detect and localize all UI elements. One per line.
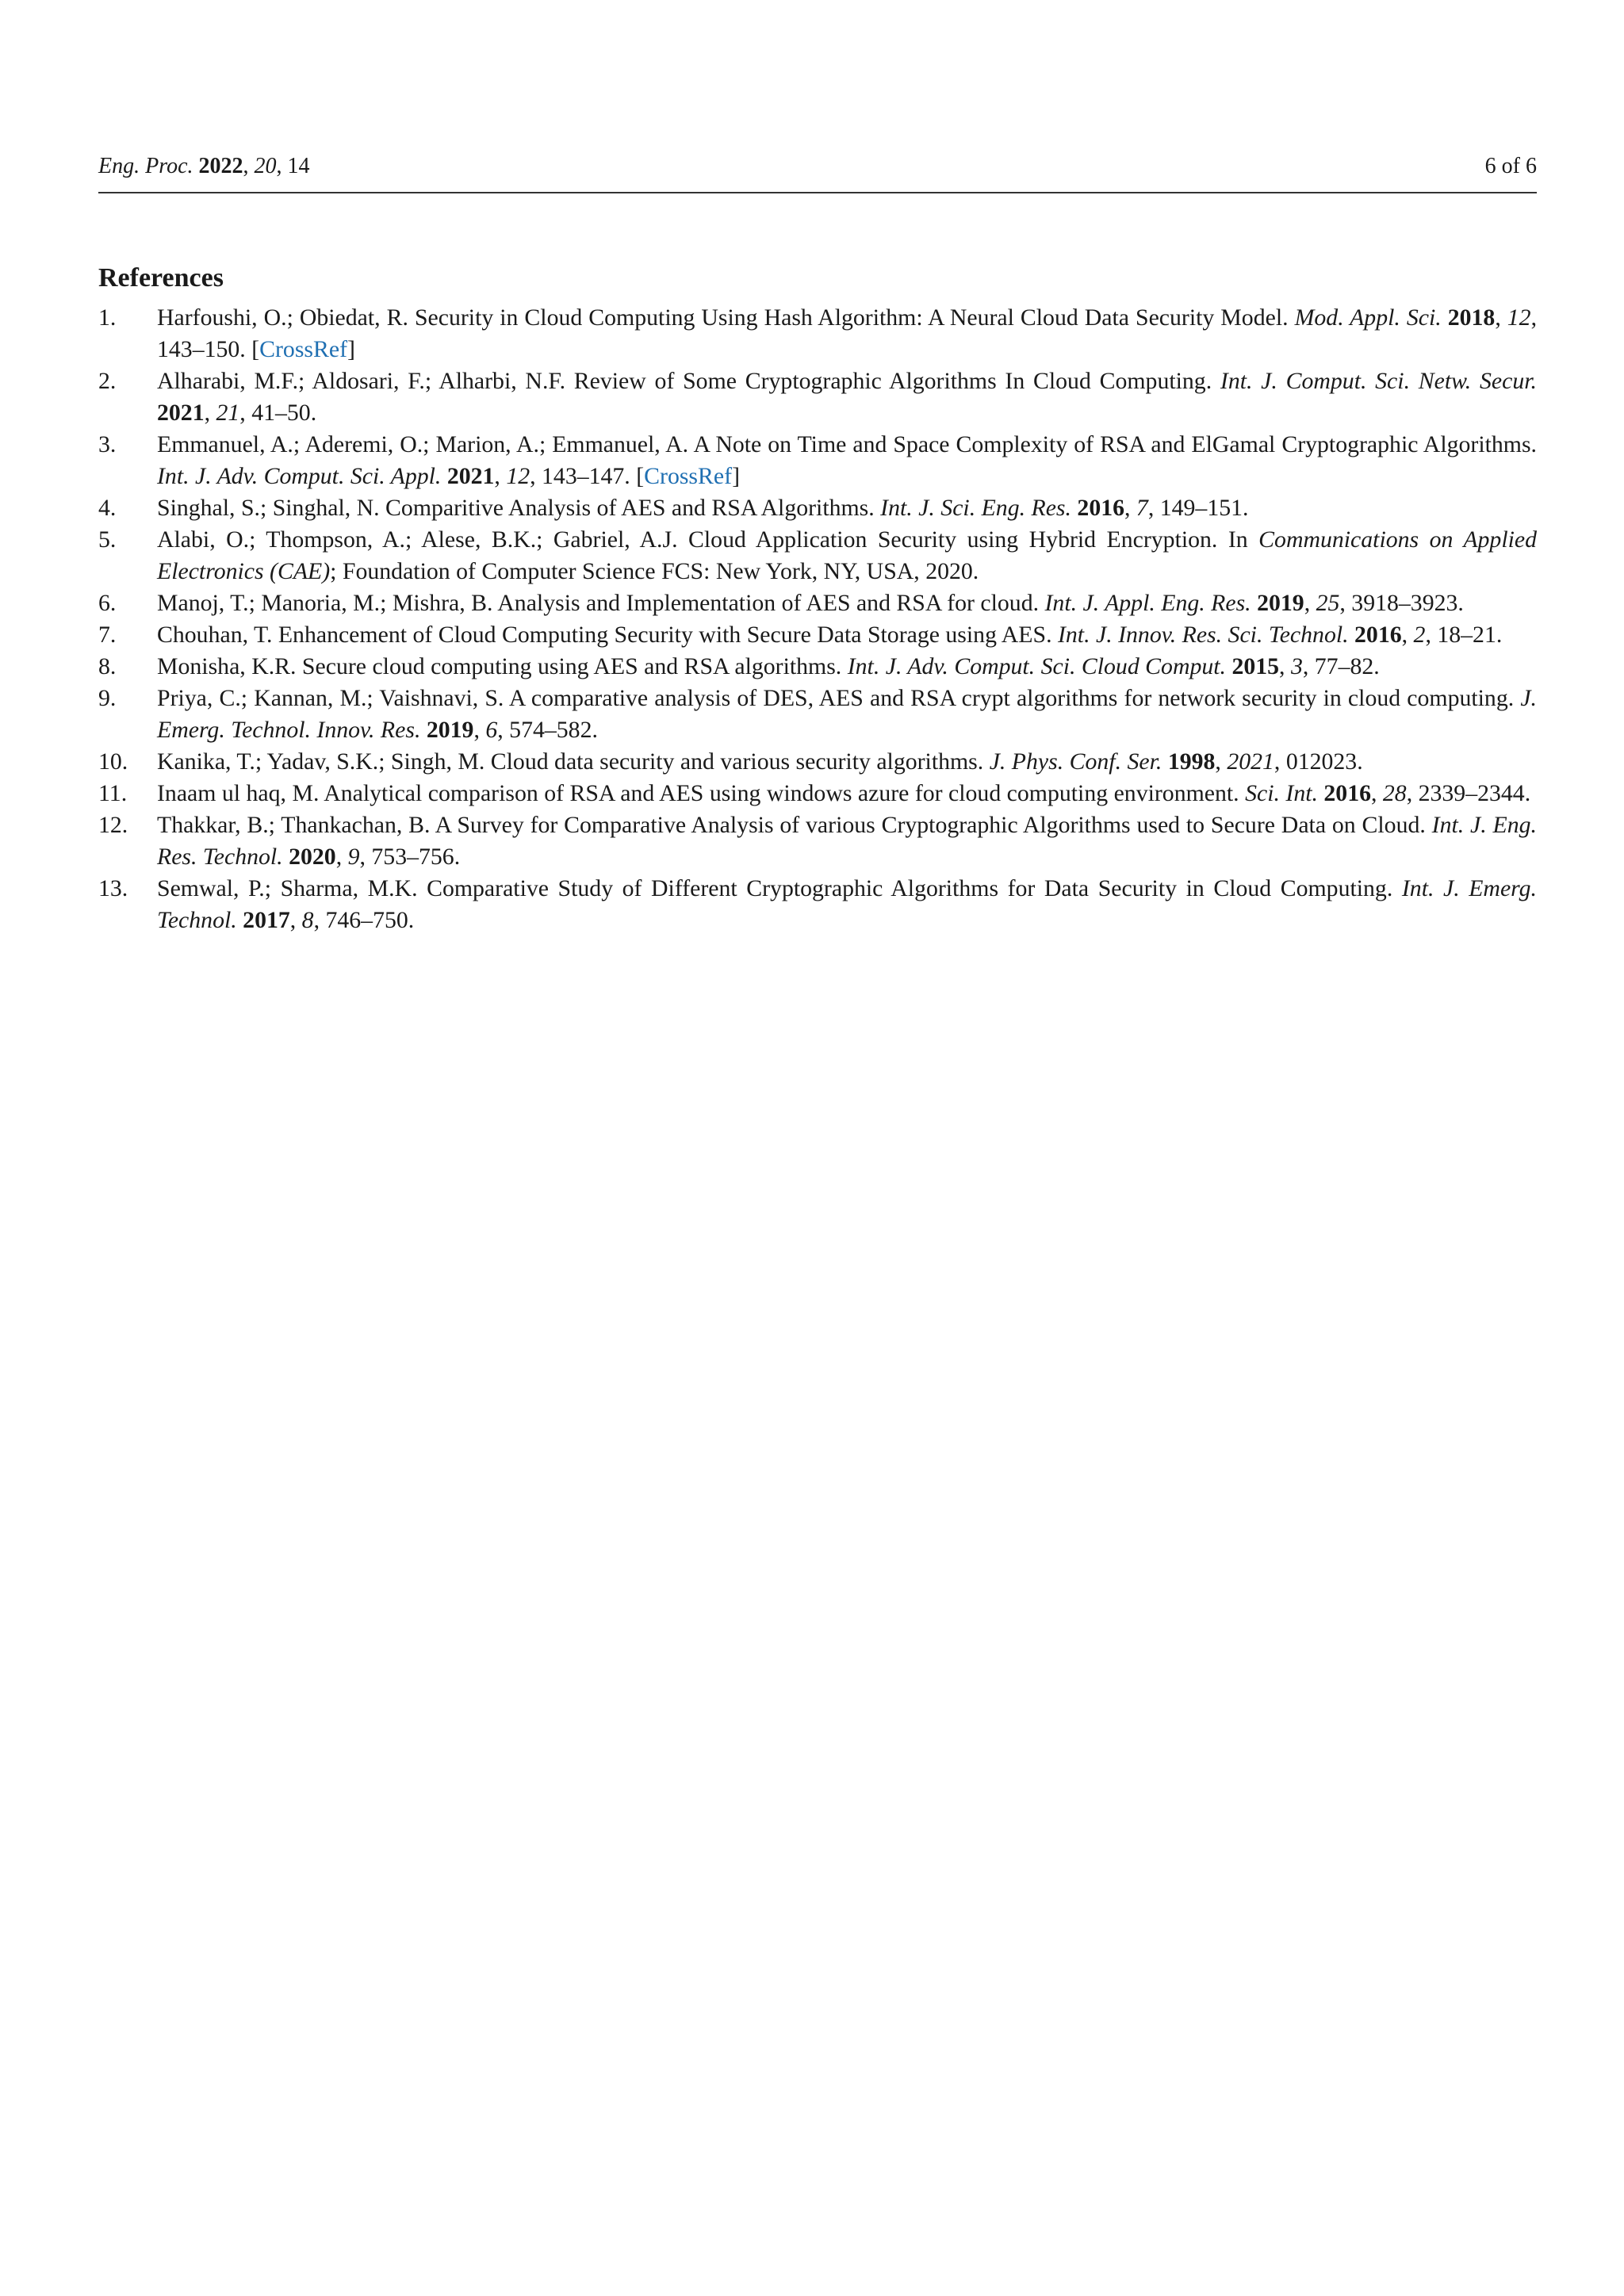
reference-journal: Sci. Int.: [1245, 780, 1318, 806]
reference-pages: 149–151.: [1159, 495, 1249, 521]
reference-volume: 12: [506, 463, 530, 489]
reference-pages: 753–756.: [371, 844, 461, 870]
reference-text: Alharabi, M.F.; Aldosari, F.; Alharbi, N.F. Review of Some Cryptographic Algorithms In Cloud Computing.: [157, 368, 1212, 394]
reference-number: 9.: [98, 685, 117, 711]
journal-volume: 20: [254, 154, 277, 178]
reference-journal: Int. J. Adv. Comput. Sci. Cloud Comput.: [847, 653, 1226, 679]
reference-volume: 7: [1136, 495, 1148, 521]
reference-text: Thakkar, B.; Thankachan, B. A Survey for Comparative Analysis of various Cryptographic Algorithms used to Secure Data on Cloud.: [157, 812, 1426, 838]
reference-text: Monisha, K.R. Secure cloud computing using AES and RSA algorithms.: [157, 653, 842, 679]
reference-number: 5.: [98, 526, 117, 553]
reference-year: 2021: [157, 400, 205, 426]
reference-year: 2015: [1231, 653, 1280, 679]
reference-item: 12. Thakkar, B.; Thankachan, B. A Survey for Comparative Analysis of various Cryptographic Algorithms used to Secure Data on Cloud. Int. J. Eng. Res. Technol. 2020, 9, 753–756.: [98, 809, 1537, 873]
reference-journal: Int. J. Sci. Eng. Res.: [880, 495, 1071, 521]
reference-number: 4.: [98, 495, 117, 521]
reference-volume: 28: [1382, 780, 1407, 806]
journal-year: 2022: [198, 154, 243, 178]
reference-number: 6.: [98, 590, 117, 616]
reference-item: 11. Inaam ul haq, M. Analytical comparison of RSA and AES using windows azure for cloud computing environment. Sci. Int. 2016, 28, 2339–2344.: [98, 778, 1537, 809]
reference-pages: 18–21.: [1437, 622, 1503, 648]
reference-journal: Int. J. Appl. Eng. Res.: [1044, 590, 1251, 616]
reference-text: Emmanuel, A.; Aderemi, O.; Marion, A.; Emmanuel, A. A Note on Time and Space Complexity of RSA and ElGamal Cryptographic Algorithms.: [157, 431, 1537, 457]
reference-volume: 2: [1413, 622, 1426, 648]
journal-name: Eng. Proc.: [98, 154, 193, 178]
crossref-link[interactable]: CrossRef: [259, 336, 348, 362]
reference-pages: 41–50.: [251, 400, 317, 426]
reference-book: Communications on Applied Electronics (CAE): [157, 526, 1538, 584]
reference-item: 8. Monisha, K.R. Secure cloud computing using AES and RSA algorithms. Int. J. Adv. Comput. Sci. Cloud Comput. 2015, 3, 77–82.: [98, 651, 1537, 683]
reference-pages: 143–150.: [157, 336, 246, 362]
reference-volume: 3: [1290, 653, 1303, 679]
page-number: 6 of 6: [1484, 154, 1537, 178]
reference-item: 6. Manoj, T.; Manoria, M.; Mishra, B. Analysis and Implementation of AES and RSA for cloud. Int. J. Appl. Eng. Res. 2019, 25, 3918–3923.: [98, 587, 1537, 619]
reference-year: 2019: [426, 717, 474, 743]
reference-item: 1. Harfoushi, O.; Obiedat, R. Security in Cloud Computing Using Hash Algorithm: A Neural Cloud Data Security Model. Mod. Appl. Sci. 2018, 12, 143–150. [CrossRef]: [98, 302, 1537, 365]
reference-item: 13. Semwal, P.; Sharma, M.K. Comparative Study of Different Cryptographic Algorithms for Data Security in Cloud Computing. Int. J. Emerg. Technol. 2017, 8, 746–750.: [98, 873, 1537, 936]
reference-item: 3. Emmanuel, A.; Aderemi, O.; Marion, A.; Emmanuel, A. A Note on Time and Space Complexity of RSA and ElGamal Cryptographic Algorithms. Int. J. Adv. Comput. Sci. Appl. 2021, 12, 143–147. [CrossRef]: [98, 429, 1537, 492]
reference-text: Inaam ul haq, M. Analytical comparison of RSA and AES using windows azure for cloud computing environment.: [157, 780, 1239, 806]
reference-text: Manoj, T.; Manoria, M.; Mishra, B. Analysis and Implementation of AES and RSA for cloud.: [157, 590, 1040, 616]
reference-volume: 25: [1316, 590, 1340, 616]
reference-volume: 8: [301, 907, 314, 933]
reference-journal: Int. J. Eng. Res. Technol.: [157, 812, 1537, 870]
reference-publisher: ; Foundation of Computer Science FCS: New York, NY, USA, 2020.: [330, 558, 979, 584]
reference-item: 2. Alharabi, M.F.; Aldosari, F.; Alharbi, N.F. Review of Some Cryptographic Algorithms In Cloud Computing. Int. J. Comput. Sci. Netw. Secur. 2021, 21, 41–50.: [98, 365, 1537, 429]
reference-pages: 77–82.: [1314, 653, 1380, 679]
reference-journal: J. Phys. Conf. Ser.: [989, 748, 1162, 775]
reference-item: [98, 524, 1537, 587]
reference-item: 4. Singhal, S.; Singhal, N. Comparitive Analysis of AES and RSA Algorithms. Int. J. Sci. Eng. Res. 2016, 7, 149–151.: [98, 492, 1537, 524]
reference-number: 7.: [98, 622, 117, 648]
reference-text: Kanika, T.; Yadav, S.K.; Singh, M. Cloud data security and various security algorithms.: [157, 748, 984, 775]
reference-number: 1.: [98, 304, 117, 331]
reference-volume: 21: [216, 400, 240, 426]
reference-number: 10.: [98, 748, 128, 775]
reference-year: 2016: [1354, 622, 1402, 648]
reference-journal: Int. J. Innov. Res. Sci. Technol.: [1057, 622, 1349, 648]
reference-journal: Int. J. Emerg. Technol.: [157, 875, 1538, 933]
reference-number: 11.: [98, 780, 128, 806]
reference-year: 2016: [1323, 780, 1371, 806]
reference-text: Alabi, O.; Thompson, A.; Alese, B.K.; Gabriel, A.J. Cloud Application Security using Hybrid Encryption. In: [157, 526, 1248, 553]
reference-volume: 12: [1507, 304, 1531, 331]
references-heading: References: [98, 263, 224, 293]
reference-number: 2.: [98, 368, 117, 394]
article-number: 14: [287, 154, 310, 178]
reference-item: 7. Chouhan, T. Enhancement of Cloud Computing Security with Secure Data Storage using AES. Int. J. Innov. Res. Sci. Technol. 2016, 2, 18–21.: [98, 619, 1537, 651]
reference-text: Harfoushi, O.; Obiedat, R. Security in Cloud Computing Using Hash Algorithm: A Neural Cloud Data Security Model.: [157, 304, 1289, 331]
header-rule: [98, 192, 1537, 193]
reference-volume: 9: [347, 844, 360, 870]
reference-year: 1998: [1167, 748, 1216, 775]
reference-number: 8.: [98, 653, 117, 679]
reference-pages: 3918–3923.: [1351, 590, 1464, 616]
reference-item: 10. Kanika, T.; Yadav, S.K.; Singh, M. Cloud data security and various security algorithms. J. Phys. Conf. Ser. 1998, 2021, 012023.: [98, 746, 1537, 778]
reference-pages: 012023.: [1285, 748, 1363, 775]
reference-year: 2020: [289, 844, 336, 870]
reference-volume: 6: [485, 717, 498, 743]
reference-journal: J. Emerg. Technol. Innov. Res.: [157, 685, 1537, 743]
reference-number: 3.: [98, 431, 117, 457]
reference-year: 2021: [446, 463, 495, 489]
reference-volume: 2021: [1227, 748, 1274, 775]
reference-pages: 2339–2344.: [1418, 780, 1531, 806]
reference-pages: 746–750.: [325, 907, 415, 933]
reference-journal: Int. J. Comput. Sci. Netw. Secur.: [1220, 368, 1537, 394]
reference-pages: 143–147.: [542, 463, 630, 489]
reference-pages: 574–582.: [509, 717, 598, 743]
journal-citation: Eng. Proc. 2022, 20, 14: [98, 154, 310, 178]
reference-year: 2017: [243, 907, 290, 933]
reference-item: 9. Priya, C.; Kannan, M.; Vaishnavi, S. A comparative analysis of DES, AES and RSA crypt algorithms for network security in cloud computing. J. Emerg. Technol. Innov. Res. 2019, 6, 574–582.: [98, 683, 1537, 746]
reference-number: 12.: [98, 812, 128, 838]
reference-year: 2018: [1447, 304, 1496, 331]
reference-text: Semwal, P.; Sharma, M.K. Comparative Study of Different Cryptographic Algorithms for Data Security in Cloud Computing.: [157, 875, 1393, 901]
reference-year: 2016: [1077, 495, 1125, 521]
reference-list: [98, 302, 1537, 936]
reference-year: 2019: [1257, 590, 1304, 616]
crossref-link[interactable]: CrossRef: [644, 463, 733, 489]
reference-journal: Int. J. Adv. Comput. Sci. Appl.: [157, 463, 442, 489]
reference-text: Priya, C.; Kannan, M.; Vaishnavi, S. A comparative analysis of DES, AES and RSA crypt algorithms for network security in cloud computing.: [157, 685, 1515, 711]
reference-text: Chouhan, T. Enhancement of Cloud Computing Security with Secure Data Storage using AES.: [157, 622, 1052, 648]
reference-text: Singhal, S.; Singhal, N. Comparitive Analysis of AES and RSA Algorithms.: [157, 495, 875, 521]
reference-journal: Mod. Appl. Sci.: [1294, 304, 1442, 331]
reference-number: 13.: [98, 875, 128, 901]
